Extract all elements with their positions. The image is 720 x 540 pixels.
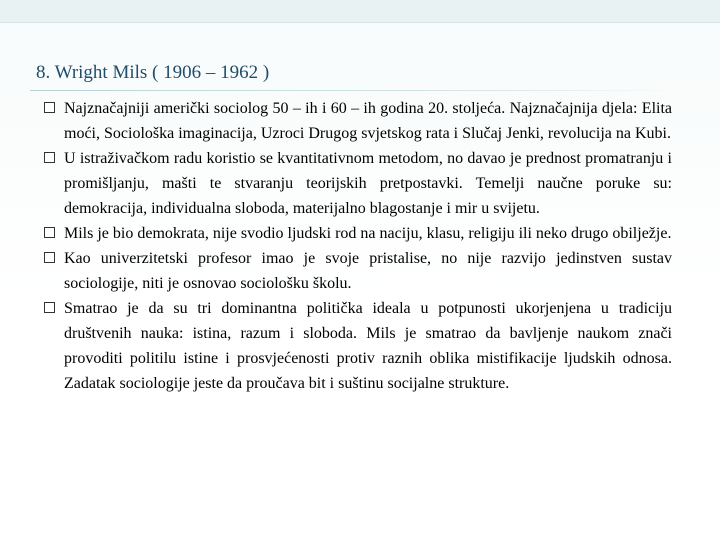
bullet-text: U istraživačkom radu koristio se kvantitativnom metodom, no davao je prednost promatranju i promišljanju, mašti te stvaranju teorijskih pretpostavki. Temelji naučne poruke su: demokracija, individualna sloboda, materijalno blagostanje i mir u svijetu. [64, 150, 672, 217]
square-bullet-icon [44, 102, 55, 113]
bullet-item [40, 96, 672, 146]
bullet-text: Mils je bio demokrata, nije svodio ljudski rod na naciju, klasu, religiju ili neko drugo obilježje. [64, 225, 672, 242]
title-divider [30, 90, 680, 91]
slide-title: 8. Wright Mils ( 1906 – 1962 ) [36, 62, 270, 83]
square-bullet-icon [44, 302, 55, 313]
top-frame [0, 0, 720, 23]
square-bullet-icon [44, 227, 55, 238]
bullet-text: Kao univerzitetski profesor imao je svoje pristalise, no nije razvijo jedinstven sustav sociologije, niti je osnovao sociološku školu. [64, 250, 672, 292]
bullet-item [40, 146, 672, 221]
bullet-item [40, 296, 672, 396]
bullet-text: Smatrao je da su tri dominantna politička ideala u potpunosti ukorjenjena u tradiciju društvenih nauka: istina, razum i sloboda. Mils je smatrao da bavljenje naukom znači provoditi politilu istine i prosvjećenosti protiv raznih oblika mistifikacije ljudskih odnosa. Zadatak sociologije jeste da proučava bit i suštinu socijalne strukture. [64, 300, 672, 392]
bullet-item [40, 221, 672, 246]
bullet-text: Najznačajniji američki sociolog 50 – ih i 60 – ih godina 20. stoljeća. Najznačajnija djela: Elita moći, Sociološka imaginacija, Uzroci Drugog svjetskog rata i Slučaj Jenki, revolucija na Kubi. [64, 100, 672, 142]
bullet-list [40, 96, 672, 396]
bullet-item [40, 246, 672, 296]
square-bullet-icon [44, 252, 55, 263]
square-bullet-icon [44, 152, 55, 163]
